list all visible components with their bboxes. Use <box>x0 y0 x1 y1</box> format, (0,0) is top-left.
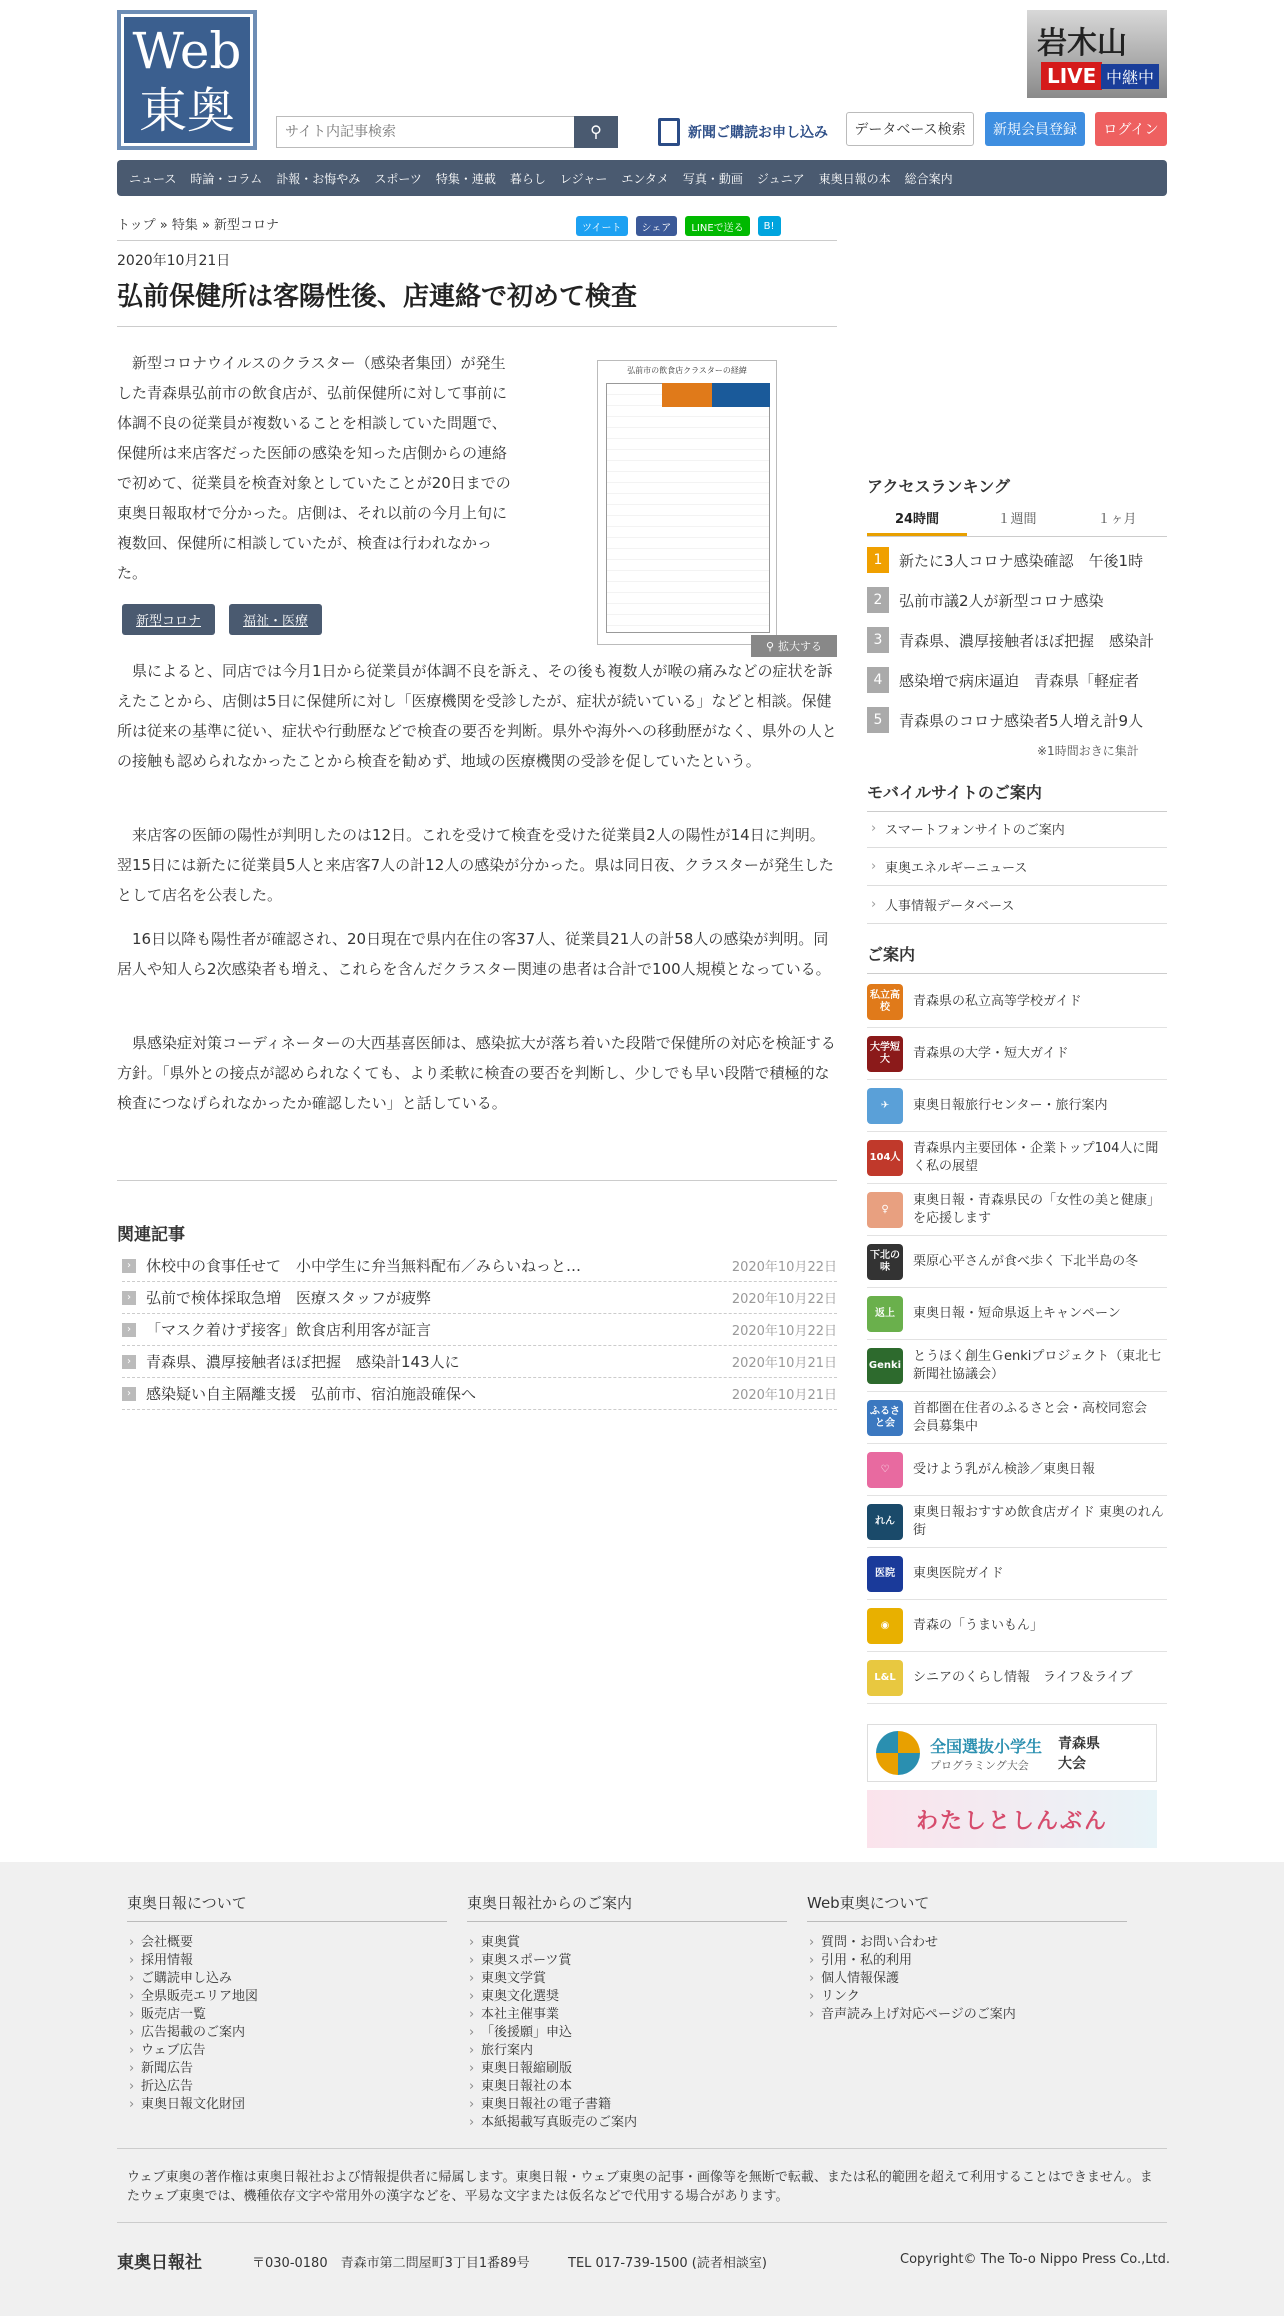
info-item[interactable] <box>867 1080 1167 1132</box>
live-broadcast-label: 中継中 <box>1101 64 1159 89</box>
footer-col-guide <box>467 1892 787 2132</box>
info-label: 栗原心平さんが食べ歩く 下北半島の冬 <box>913 1253 1139 1269</box>
info-label: 東奥医院ガイド <box>913 1565 1004 1581</box>
article-lead: 新型コロナウイルスのクラスター（感染者集団）が発生した青森県弘前市の飲食店が、弘前保健所に対して事前に体調不良の従業員が複数いることを相談していた問題で、保健所は来店客だった医師の感染を知った店側からの連絡で初めて、従業員を検査対象としていたことが20日までの東奥日報取材で分かった。店側は、それ以前の今月上旬に複数回、保健所に相談していたが、検査は行われなかった。 <box>117 354 511 582</box>
related-date: 2020年10月21日 <box>731 1356 837 1371</box>
ranking-heading: アクセスランキング <box>867 477 1011 496</box>
info-icon: ◉ <box>867 1608 903 1644</box>
site-search <box>276 116 618 148</box>
nav-item[interactable]: 訃報・お悔やみ <box>276 171 361 186</box>
article-figure[interactable] <box>587 352 837 657</box>
info-item[interactable] <box>867 1600 1167 1652</box>
arrow-icon: › <box>122 1355 136 1369</box>
related-item[interactable] <box>122 1378 837 1410</box>
footer-link[interactable]: › 新聞広告 <box>127 2060 447 2078</box>
copyright-notice: ウェブ東奥の著作権は東奥日報社および情報提供者に帰属します。東奥日報・ウェブ東奥の記事・画像等を無断で転載、または私的範囲を超えて利用することはできません。またウェブ東奥では、機種依存文字や常用外の漢字などを、平易な文字または仮名などで代用する場合があります。 <box>127 2170 1153 2204</box>
ranking-item[interactable] <box>867 540 1167 580</box>
footer-heading: 東奥日報について <box>127 1892 447 1922</box>
footer-copyright: Copyright© The To-o Nippo Press Co.,Ltd. <box>900 2252 1170 2267</box>
info-item[interactable] <box>867 1444 1167 1496</box>
subscribe-label: 新聞ご購読お申し込み <box>688 125 828 141</box>
nav-item[interactable]: 写真・動画 <box>682 171 743 186</box>
tab-24h[interactable]: 24時間 <box>867 502 967 536</box>
ranking-tabs <box>867 502 1167 537</box>
article-paragraph: 県感染症対策コーディネーターの大西基喜医師は、感染拡大が落ち着いた段階で保健所の対応を検証する方針。「県外との接点が認められなくても、より柔軟に検査の要否を判断し、少しでも早い段階で積極的な検査につなげられなかったか確認したい」と話している。 <box>117 1034 836 1112</box>
zoom-button[interactable] <box>751 635 837 657</box>
facebook-share-button[interactable]: シェア <box>636 216 678 236</box>
nav-item[interactable]: スポーツ <box>374 171 422 186</box>
nav-item[interactable]: レジャー <box>559 171 608 186</box>
article-date: 2020年10月21日 <box>117 253 231 269</box>
footer-link[interactable]: › 東奥日報縮刷版 <box>467 2060 787 2078</box>
footer-link[interactable]: › 東奥文化選奨 <box>467 1988 787 2006</box>
info-item[interactable] <box>867 1184 1167 1236</box>
nav-item[interactable]: ジュニア <box>756 171 805 186</box>
contest-logo-icon <box>876 1731 920 1775</box>
info-label: シニアのくらし情報 ライフ＆ライブ <box>913 1669 1133 1685</box>
info-icon: れん <box>867 1504 903 1540</box>
main-nav <box>117 160 1167 196</box>
info-icon: 104人 <box>867 1140 903 1176</box>
info-icon: 下北の味 <box>867 1244 903 1280</box>
footer-link[interactable]: › 全県販売エリア地図 <box>127 1988 447 2006</box>
info-label: 東奥日報・短命県返上キャンペーン <box>913 1305 1121 1321</box>
divider <box>117 1180 837 1181</box>
rank-number: 5 <box>867 707 889 733</box>
mobile-heading: モバイルサイトのご案内 <box>867 780 1167 812</box>
tab-month[interactable]: １ヶ月 <box>1097 512 1137 527</box>
banner-region: 青森県 大会 <box>1058 1736 1101 1772</box>
related-item[interactable] <box>122 1346 837 1378</box>
footer-col-web <box>807 1892 1127 2024</box>
nav-item[interactable]: 東奥日報の本 <box>818 171 891 186</box>
ranking-title: 感染増で病床逼迫 青森県「軽症者 <box>899 671 1140 690</box>
info-label: 東奥日報おすすめ飲食店ガイド 東奥のれん街 <box>913 1504 1164 1538</box>
info-icon: 返上 <box>867 1296 903 1332</box>
ranking-title: 新たに3人コロナ感染確認 午後1時 <box>899 551 1144 570</box>
info-item[interactable] <box>867 1548 1167 1600</box>
info-list <box>867 976 1167 1704</box>
footer-link[interactable]: › 本紙掲載写真販売のご案内 <box>467 2114 787 2132</box>
ranking-title: 弘前市議2人が新型コロナ感染 <box>899 591 1104 610</box>
footer-address: 〒030-0180 青森市第二問屋町3丁目1番89号 <box>252 2256 530 2271</box>
mobile-link[interactable]: › スマートフォンサイトのご案内 <box>867 810 1167 848</box>
footer-link[interactable]: › 「後援願」申込 <box>467 2024 787 2042</box>
info-label: とうほく創生Ｇenkiプロジェクト（東北七新聞社協議会） <box>913 1348 1162 1382</box>
live-badge: LIVE <box>1041 62 1102 90</box>
info-label: 首都圏在住者のふるさと会・高校同窓会 会員募集中 <box>913 1400 1161 1434</box>
info-icon: 医院 <box>867 1556 903 1592</box>
footer-heading: Web東奥について <box>807 1892 1127 1922</box>
footer-link[interactable]: › 販売店一覧 <box>127 2006 447 2024</box>
ranking-list <box>867 540 1167 740</box>
related-item[interactable] <box>122 1282 837 1314</box>
magnifier-icon: ⚲ <box>765 639 775 653</box>
footer-col-about <box>127 1892 447 2114</box>
info-icon: 大学短大 <box>867 1036 903 1072</box>
info-item[interactable] <box>867 1340 1167 1392</box>
ranking-item[interactable] <box>867 580 1167 620</box>
rank-number: 1 <box>867 547 889 573</box>
ranking-title: 青森県のコロナ感染者5人増え計9人 <box>899 711 1144 730</box>
divider <box>117 2222 1167 2223</box>
info-label: 受けよう乳がん検診／東奥日報 <box>913 1461 1096 1477</box>
divider <box>117 240 837 241</box>
arrow-icon: › <box>122 1291 136 1305</box>
arrow-icon: › <box>122 1323 136 1337</box>
related-title: 青森県、濃厚接触者ほぼ把握 感染計143人に <box>146 1353 460 1371</box>
footer-tel: TEL 017-739-1500 (読者相談室) <box>568 2256 767 2271</box>
nav-item[interactable]: 暮らし <box>509 171 546 186</box>
nav-item[interactable]: エンタメ <box>621 171 669 186</box>
related-item[interactable] <box>122 1250 837 1282</box>
article-paragraph: 県によると、同店では今月1日から従業員が体調不良を訴え、その後も複数人が喉の痛みなどの症状を訴えたことから、店側は5日に保健所に対し「医療機関を受診したが、症状が続いている」などと相談。保健所は従来の基準に従い、症状や行動歴などで検査の要否を判断。県外や海外への移動歴がなく、県外の人との接触も認められなかったことから検査を勧めず、地域の医療機関の受診を促していたという。 <box>117 662 837 770</box>
nav-item[interactable]: 時論・コラム <box>190 171 263 186</box>
arrow-icon: › <box>122 1259 136 1273</box>
info-icon: ふるさと会 <box>867 1400 903 1436</box>
related-heading: 関連記事 <box>117 1225 185 1245</box>
figure-caption: 弘前市の飲食店クラスターの経緯 <box>627 366 747 375</box>
live-camera-banner[interactable] <box>1027 10 1167 98</box>
footer-company: 東奥日報社 <box>117 2253 202 2273</box>
info-icon: Genki <box>867 1348 903 1384</box>
footer-link[interactable]: › 東奥日報社の本 <box>467 2078 787 2096</box>
line-share-button[interactable]: LINEで送る <box>685 216 749 236</box>
footer-link[interactable]: › 本社主催事業 <box>467 2006 787 2024</box>
related-date: 2020年10月22日 <box>731 1292 837 1307</box>
ranking-item[interactable] <box>867 620 1167 660</box>
article-tags <box>122 604 322 635</box>
mobile-link[interactable]: › 東奥エネルギーニュース <box>867 848 1167 886</box>
tag-link[interactable]: 新型コロナ <box>122 604 215 635</box>
breadcrumb[interactable]: トップ » 特集 » 新型コロナ <box>117 218 280 233</box>
nav-item[interactable]: 特集・連載 <box>435 171 496 186</box>
info-icon: L&L <box>867 1660 903 1696</box>
footer-link[interactable]: › 東奥文学賞 <box>467 1970 787 1988</box>
footer-heading: 東奥日報社からのご案内 <box>467 1892 787 1922</box>
info-label: 青森の「うまいもん」 <box>913 1617 1044 1633</box>
related-item[interactable] <box>122 1314 837 1346</box>
rank-number: 4 <box>867 667 889 693</box>
ranking-note: ※1時間おきに集計 <box>1037 744 1139 758</box>
cluster-timeline-image[interactable] <box>597 360 777 645</box>
info-item[interactable] <box>867 1132 1167 1184</box>
share-buttons <box>576 216 781 236</box>
footer-link[interactable]: › 質問・お問い合わせ <box>807 1934 1127 1952</box>
divider <box>117 2148 1167 2149</box>
search-input[interactable] <box>276 116 576 148</box>
footer-link[interactable]: › 東奥賞 <box>467 1934 787 1952</box>
footer-link[interactable]: › 東奥日報文化財団 <box>127 2096 447 2114</box>
info-item[interactable] <box>867 1652 1167 1704</box>
rank-number: 2 <box>867 587 889 613</box>
ranking-title: 青森県、濃厚接触者ほぼ把握 感染計 <box>899 631 1155 650</box>
mobile-list <box>867 810 1167 924</box>
related-date: 2020年10月21日 <box>731 1388 837 1403</box>
site-logo[interactable] <box>117 10 257 150</box>
live-banner-title: 岩木山 <box>1037 26 1127 61</box>
tab-week[interactable]: １週間 <box>997 512 1037 527</box>
ranking-item[interactable] <box>867 660 1167 700</box>
watashi-to-shinbun-banner[interactable]: わたしとしんぶん <box>867 1790 1157 1848</box>
programming-contest-banner[interactable] <box>867 1724 1157 1782</box>
footer-link[interactable]: › リンク <box>807 1988 1127 2006</box>
related-title: 「マスク着けず接客」飲食店利用客が証言 <box>146 1321 432 1339</box>
article-title: 弘前保健所は客陽性後、店連絡で初めて検査 <box>117 282 638 312</box>
article-paragraph: 来店客の医師の陽性が判明したのは12日。これを受けて検査を受けた従業員2人の陽性が14日に判明。翌15日には新たに従業員5人と来店客7人の計12人の感染が分かった。県は同日夜、クラスターが発生したとして店名を公表した。 <box>117 826 834 904</box>
info-item[interactable] <box>867 1288 1167 1340</box>
related-title: 感染疑い自主隔離支援 弘前市、宿泊施設確保へ <box>146 1385 477 1403</box>
info-item[interactable] <box>867 1028 1167 1080</box>
zoom-label: 拡大する <box>778 640 823 653</box>
info-label: 東奥日報・青森県民の「女性の美と健康」を応援します <box>913 1192 1161 1226</box>
divider <box>117 326 837 327</box>
login-button[interactable]: ログイン <box>1095 112 1167 146</box>
footer-link[interactable]: › 会社概要 <box>127 1934 447 1952</box>
info-heading: ご案内 <box>867 942 1167 974</box>
info-label: 青森県の大学・短大ガイド <box>913 1045 1069 1061</box>
footer-link[interactable]: › 広告掲載のご案内 <box>127 2024 447 2042</box>
info-icon: ✈ <box>867 1088 903 1124</box>
info-item[interactable] <box>867 976 1167 1028</box>
tag-link[interactable]: 福祉・医療 <box>229 604 322 635</box>
related-title: 休校中の食事任せて 小中学生に弁当無料配布／みらいねっと… <box>146 1257 582 1275</box>
rank-number: 3 <box>867 627 889 653</box>
article-paragraph: 16日以降も陽性者が確認され、20日現在で県内在住の客37人、従業員21人の計58人の感染が判明。同居人や知人ら2次感染者も増え、これらを含んだクラスター関連の患者は合計で100人規模となっている。 <box>117 930 831 978</box>
footer-link[interactable]: › ご購読申し込み <box>127 1970 447 1988</box>
newspaper-icon <box>658 118 680 146</box>
banner-line1: 全国選抜小学生 <box>930 1736 1043 1756</box>
ranking-item[interactable] <box>867 700 1167 740</box>
info-label: 東奥日報旅行センター・旅行案内 <box>913 1097 1108 1113</box>
footer-link[interactable]: › 東奥日報社の電子書籍 <box>467 2096 787 2114</box>
banner-line2: プログラミング大会 <box>930 1758 1029 1772</box>
footer-link[interactable]: › ウェブ広告 <box>127 2042 447 2060</box>
related-list <box>122 1250 837 1410</box>
nav-item[interactable]: 総合案内 <box>904 171 953 186</box>
footer-link[interactable]: › 引用・私的利用 <box>807 1952 1127 1970</box>
related-date: 2020年10月22日 <box>731 1260 837 1275</box>
footer-link[interactable]: › 音声読み上げ対応ページのご案内 <box>807 2006 1127 2024</box>
info-icon: 私立高校 <box>867 984 903 1020</box>
logo-line1: Web <box>132 22 242 80</box>
logo-line2: 東奥 <box>138 83 235 139</box>
subscribe-link[interactable] <box>658 116 828 148</box>
info-icon: ♀ <box>867 1192 903 1228</box>
footer-link[interactable]: › 折込広告 <box>127 2078 447 2096</box>
info-label: 青森県内主要団体・企業トップ104人に聞く私の展望 <box>913 1140 1159 1174</box>
info-icon: ♡ <box>867 1452 903 1488</box>
info-item[interactable] <box>867 1236 1167 1288</box>
search-button[interactable] <box>574 116 618 148</box>
tweet-button[interactable]: ツイート <box>576 216 628 236</box>
mobile-link[interactable]: › 人事情報データベース <box>867 886 1167 924</box>
footer-link[interactable]: › 東奥スポーツ賞 <box>467 1952 787 1970</box>
arrow-icon: › <box>122 1387 136 1401</box>
footer-link[interactable]: › 個人情報保護 <box>807 1970 1127 1988</box>
info-item[interactable] <box>867 1496 1167 1548</box>
footer-link[interactable]: › 採用情報 <box>127 1952 447 1970</box>
related-date: 2020年10月22日 <box>731 1324 837 1339</box>
hatena-button[interactable]: B! <box>758 216 781 236</box>
database-search-button[interactable]: データベース検索 <box>846 112 974 146</box>
nav-item[interactable]: ニュース <box>129 171 177 186</box>
footer-link[interactable]: › 旅行案内 <box>467 2042 787 2060</box>
register-button[interactable]: 新規会員登録 <box>985 112 1085 146</box>
search-icon: ⚲ <box>590 124 602 141</box>
info-item[interactable] <box>867 1392 1167 1444</box>
related-title: 弘前で検体採取急増 医療スタッフが疲弊 <box>146 1289 432 1307</box>
info-label: 青森県の私立高等学校ガイド <box>913 993 1082 1009</box>
